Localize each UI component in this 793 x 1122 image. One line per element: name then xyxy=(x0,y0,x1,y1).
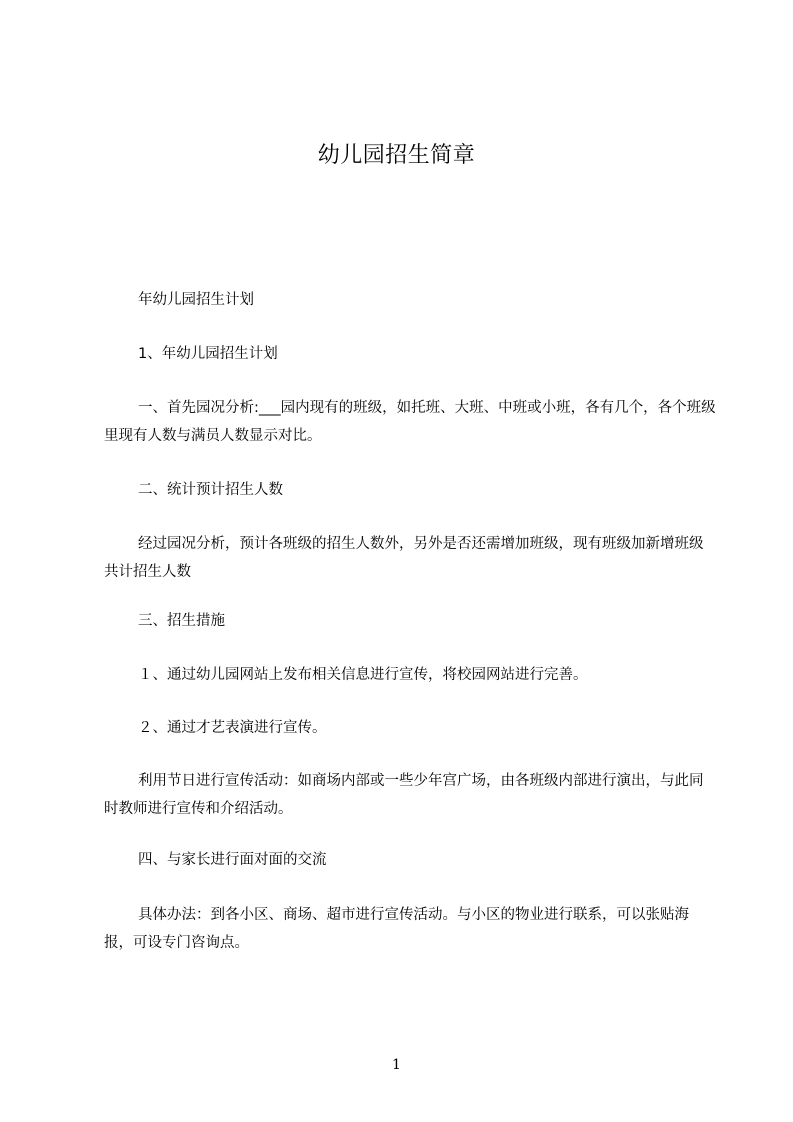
document-title: 幼儿园招生简章 xyxy=(317,143,476,168)
paragraph-text: 四、与家长进行面对面的交流 xyxy=(138,852,327,868)
paragraph-text: ２、通过才艺表演进行宣传。 xyxy=(138,720,327,736)
paragraph-text: 二、统计预计招生人数 xyxy=(138,482,283,498)
paragraph-text: 利用节日进行宣传活动：如商场内部或一些少年宫广场，由各班级内部进行演出，与此同时教师进行宣传和介绍活动。 xyxy=(104,773,704,817)
paragraph-estimate xyxy=(104,530,716,586)
paragraph-text: 经过园况分析，预计各班级的招生人数外，另外是否还需增加班级，现有班级加新增班级共计招生人数 xyxy=(104,536,704,580)
paragraph-text: 年幼儿园招生计划 xyxy=(138,292,254,308)
paragraph-text: 1、年幼儿园招生计划 xyxy=(138,346,278,362)
paragraph-performance xyxy=(104,714,716,742)
paragraph-plan-item xyxy=(104,340,716,368)
paragraph-text: 一、首先园况分析:___园内现有的班级，如托班、大班、中班或小班，各有几个，各个班级里现有人数与满员人数显示对比。 xyxy=(104,400,716,444)
paragraph-section-three xyxy=(104,607,716,635)
paragraph-website xyxy=(104,661,716,689)
paragraph-section-two xyxy=(104,476,716,504)
paragraph-holiday xyxy=(104,767,716,823)
paragraph-text: １、通过幼儿园网站上发布相关信息进行宣传，将校园网站进行完善。 xyxy=(138,667,588,683)
page-number: 1 xyxy=(392,1057,401,1073)
paragraph-method xyxy=(104,901,716,957)
paragraph-text: 三、招生措施 xyxy=(138,613,225,629)
paragraph-analysis xyxy=(104,394,716,450)
paragraph-text: 具体办法：到各小区、商场、超市进行宣传活动。与小区的物业进行联系，可以张贴海报，可设专门咨询点。 xyxy=(104,907,689,951)
paragraph-plan-heading xyxy=(104,286,716,314)
paragraph-section-four xyxy=(104,846,716,874)
